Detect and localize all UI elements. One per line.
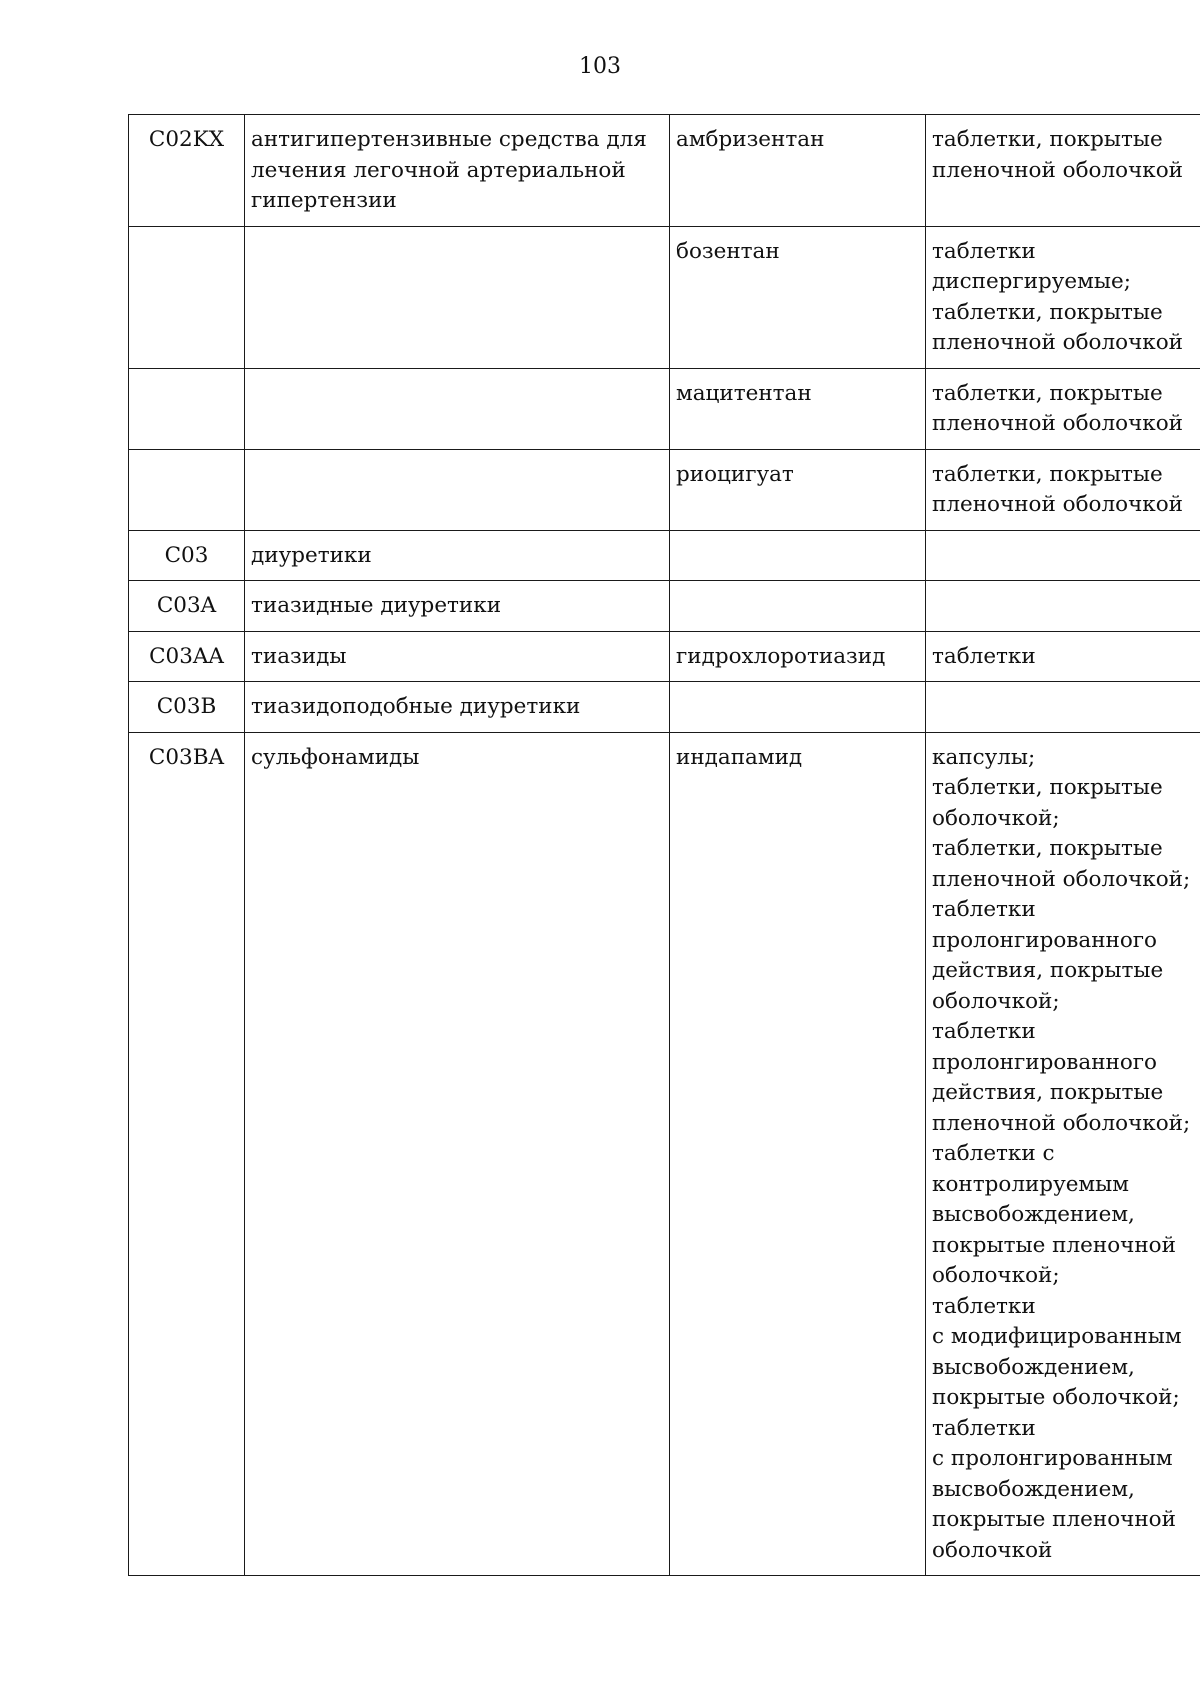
atc-code-cell: C03B [129,682,245,733]
drug-name-cell: индапамид [670,732,926,1576]
group-name-cell [245,368,670,449]
atc-code-cell: C02KX [129,115,245,227]
group-name-cell: антигипертензивные средства для лечения легочной артериальной гипертензии [245,115,670,227]
dosage-form-cell: таблетки, покрытые пленочной оболочкой [926,115,1200,227]
group-name-cell [245,449,670,530]
dosage-form-cell: таблетки, покрытые пленочной оболочкой [926,368,1200,449]
group-name-cell [245,226,670,368]
page-number: 103 [579,54,621,79]
drug-name-cell: бозентан [670,226,926,368]
table-row [129,449,1200,530]
dosage-form-cell: капсулы; таблетки, покрытые оболочкой; таблетки, покрытые пленочной оболочкой; таблетки пролонгированного действия, покрытые оболочкой; таблетки пролонгированного действия, покрытые пленочной оболочкой; таблетки с контролируемым высвобождением, покрытые пленочной оболочкой; таблетки с модифицированным высвобождением, покрытые оболочкой; таблетки с пролонгированным высвобождением, покрытые пленочной оболочкой [926,732,1200,1576]
atc-code-cell [129,368,245,449]
drug-name-cell: мацитентан [670,368,926,449]
atc-code-cell: C03 [129,530,245,581]
table-row [129,631,1200,682]
atc-code-cell [129,449,245,530]
drug-name-cell [670,530,926,581]
group-name-cell: тиазидные диуретики [245,581,670,632]
atc-code-cell [129,226,245,368]
drug-name-cell: риоцигуат [670,449,926,530]
dosage-form-cell: таблетки [926,631,1200,682]
drug-name-cell: амбризентан [670,115,926,227]
table-row [129,226,1200,368]
table-row [129,115,1200,227]
table-row [129,682,1200,733]
table-row [129,368,1200,449]
table-row [129,530,1200,581]
dosage-form-cell [926,581,1200,632]
drug-name-cell [670,682,926,733]
atc-code-cell: C03A [129,581,245,632]
atc-code-cell: C03BA [129,732,245,1576]
group-name-cell: тиазидоподобные диуретики [245,682,670,733]
atc-code-cell: C03AA [129,631,245,682]
drug-table [128,114,1200,1576]
group-name-cell: тиазиды [245,631,670,682]
group-name-cell: диуретики [245,530,670,581]
drug-name-cell: гидрохлоротиазид [670,631,926,682]
drug-name-cell [670,581,926,632]
dosage-form-cell [926,530,1200,581]
table-row [129,732,1200,1576]
table-row [129,581,1200,632]
dosage-form-cell: таблетки диспергируемые; таблетки, покрытые пленочной оболочкой [926,226,1200,368]
group-name-cell: сульфонамиды [245,732,670,1576]
dosage-form-cell [926,682,1200,733]
dosage-form-cell: таблетки, покрытые пленочной оболочкой [926,449,1200,530]
